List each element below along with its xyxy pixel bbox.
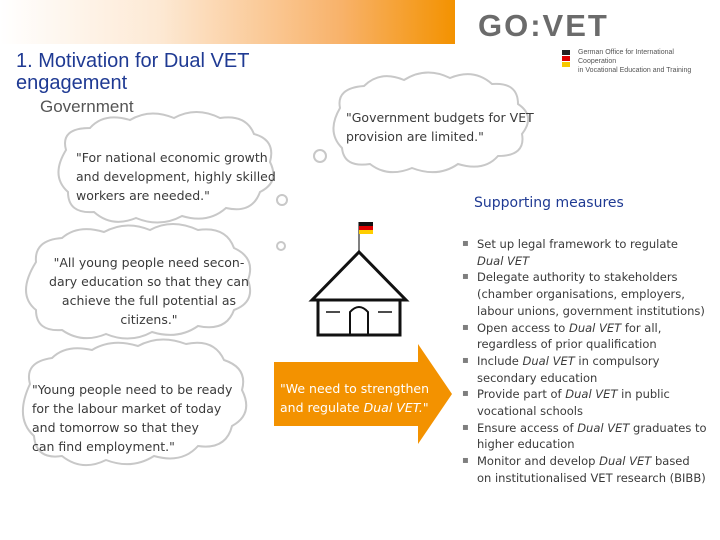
measure-line bbox=[477, 403, 712, 420]
measure-emphasis: Dual VET bbox=[477, 253, 530, 268]
measure-text: in compulsory bbox=[574, 353, 660, 368]
page-subtitle: Government bbox=[40, 97, 134, 116]
measure-text: in public bbox=[617, 387, 670, 402]
measure-line bbox=[477, 470, 712, 487]
bullet-icon: ▪ bbox=[462, 455, 469, 467]
measure-item bbox=[462, 236, 712, 269]
measure-line bbox=[477, 320, 712, 337]
measure-text: Delegate authority to stakeholders bbox=[477, 270, 678, 285]
measure-item bbox=[462, 386, 712, 419]
bubble-text-education: "All young people need secon- dary education so that they can achieve the full potential as citizens." bbox=[49, 255, 249, 327]
measure-line bbox=[477, 336, 712, 353]
measure-text: vocational schools bbox=[477, 404, 583, 419]
bullet-icon: ▪ bbox=[462, 238, 469, 249]
measure-text: Set up legal framework to regulate bbox=[477, 237, 679, 251]
measure-line bbox=[477, 236, 712, 253]
measure-line bbox=[477, 286, 712, 303]
bullet-icon: ▪ bbox=[462, 354, 469, 366]
bullet-icon: ▪ bbox=[462, 421, 469, 433]
measure-item bbox=[462, 269, 712, 319]
measure-text: based bbox=[651, 454, 690, 469]
measure-text: Provide part of bbox=[477, 387, 566, 402]
measure-text: for all, bbox=[621, 320, 662, 335]
measure-line bbox=[477, 353, 712, 370]
arrow-text: "We need to strengthen and regulate Dual VET." bbox=[280, 381, 430, 415]
measure-line bbox=[477, 370, 712, 387]
bullet-icon: ▪ bbox=[462, 388, 469, 400]
measure-emphasis: Dual VET bbox=[577, 420, 630, 435]
measure-item bbox=[462, 453, 712, 486]
measure-text: Ensure access of bbox=[477, 420, 578, 435]
bubble-text-economic: "For national economic growth and development, highly skilled workers are needed." bbox=[76, 150, 276, 203]
measure-emphasis: Dual VET bbox=[522, 353, 575, 368]
measure-line bbox=[477, 303, 712, 320]
measure-line bbox=[477, 386, 712, 403]
measure-text: Include bbox=[477, 353, 523, 368]
measure-text: labour unions, government institutions) bbox=[477, 303, 705, 318]
measure-text: on institutionalised VET research (BIBB) bbox=[477, 470, 706, 485]
measure-emphasis: Dual VET bbox=[565, 387, 618, 402]
measure-text: graduates to bbox=[629, 420, 707, 435]
measure-text: secondary education bbox=[477, 370, 598, 385]
school-building-icon bbox=[312, 222, 406, 335]
page-title: 1. Motivation for Dual VET engagement bbox=[16, 50, 250, 94]
measure-text: Monitor and develop bbox=[477, 454, 600, 469]
measure-text: Open access to bbox=[477, 320, 569, 335]
bullet-icon: ▪ bbox=[462, 271, 469, 283]
supporting-measures-list bbox=[462, 236, 712, 487]
logo-tagline: German Office for International Cooperation in Vocational Education and Training bbox=[578, 49, 692, 74]
measure-line bbox=[477, 453, 712, 470]
logo-brand: GO:VET bbox=[478, 8, 609, 43]
measure-text: higher education bbox=[477, 437, 575, 452]
measure-text: (chamber organisations, employers, bbox=[477, 287, 685, 302]
measure-item bbox=[462, 353, 712, 386]
measure-line bbox=[477, 420, 712, 437]
measure-item bbox=[462, 320, 712, 353]
measure-line bbox=[477, 269, 712, 286]
measure-text: regardless of prior qualification bbox=[477, 337, 657, 352]
measure-emphasis: Dual VET bbox=[568, 320, 622, 335]
bubble-text-budgets: "Government budgets for VET provision are limited." bbox=[346, 110, 534, 144]
measure-line bbox=[477, 253, 712, 270]
bubble-text-labour: "Young people need to be ready for the labour market of today and tomorrow so that they can find employment." bbox=[32, 382, 233, 454]
supporting-measures-title: Supporting measures bbox=[474, 195, 624, 211]
measure-item bbox=[462, 420, 712, 453]
bullet-icon: ▪ bbox=[462, 321, 469, 333]
measure-line bbox=[477, 436, 712, 453]
measure-emphasis: Dual VET bbox=[599, 454, 652, 469]
